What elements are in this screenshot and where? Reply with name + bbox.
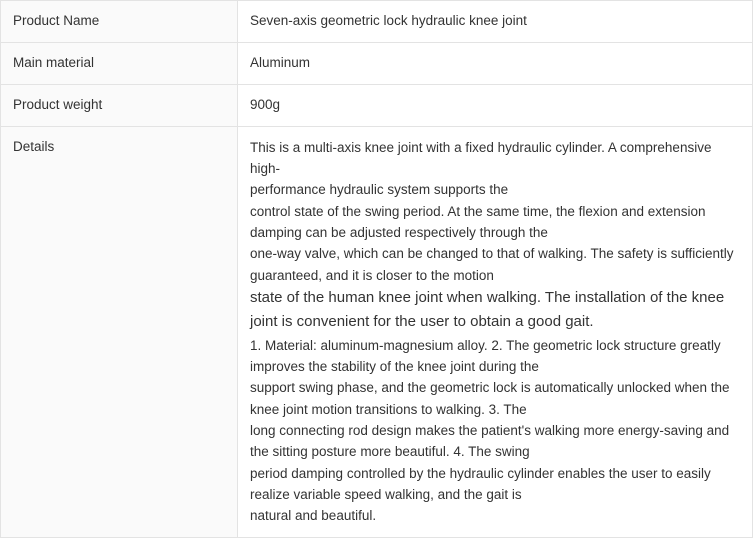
details-line: support swing phase, and the geometric lock is automatically unlocked when the knee joint motion transitions to walking. 3. The xyxy=(250,380,730,417)
table-row xyxy=(1,84,753,126)
row-label-details: Details xyxy=(1,126,238,537)
details-line: long connecting rod design makes the patient's walking more energy-saving and the sitting posture more beautiful. 4. The swing xyxy=(250,422,730,460)
details-line: control state of the swing period. At the same time, the flexion and extension damping can be adjusted respectively through the xyxy=(250,203,706,241)
row-value-product-weight: 900g xyxy=(238,84,753,126)
details-line: performance hydraulic system supports the xyxy=(250,182,509,198)
details-line: This is a multi-axis knee joint with a fixed hydraulic cylinder. A comprehensive high- xyxy=(250,139,712,177)
details-line: state of the human knee joint when walking. The installation of the knee joint is convenient for the user to obtain a good gait. xyxy=(250,289,725,331)
row-value-main-material: Aluminum xyxy=(238,42,753,84)
details-line: 1. Material: aluminum-magnesium alloy. 2. The geometric lock structure greatly improves the stability of the knee joint during the xyxy=(250,337,721,374)
row-value-product-name: Seven-axis geometric lock hydraulic knee joint xyxy=(238,1,753,43)
table-row xyxy=(1,42,753,84)
details-line: one-way valve, which can be changed to that of walking. The safety is sufficiently guaranteed, and it is closer to the motion xyxy=(250,246,734,283)
row-value-details xyxy=(238,126,753,537)
row-label-product-weight: Product weight xyxy=(1,84,238,126)
table-row xyxy=(1,1,753,43)
details-line: natural and beautiful. xyxy=(250,508,377,524)
row-label-product-name: Product Name xyxy=(1,1,238,43)
table-row-details xyxy=(1,126,753,537)
row-label-main-material: Main material xyxy=(1,42,238,84)
details-line: period damping controlled by the hydraulic cylinder enables the user to easily realize variable speed walking, and the gait is xyxy=(250,465,711,502)
